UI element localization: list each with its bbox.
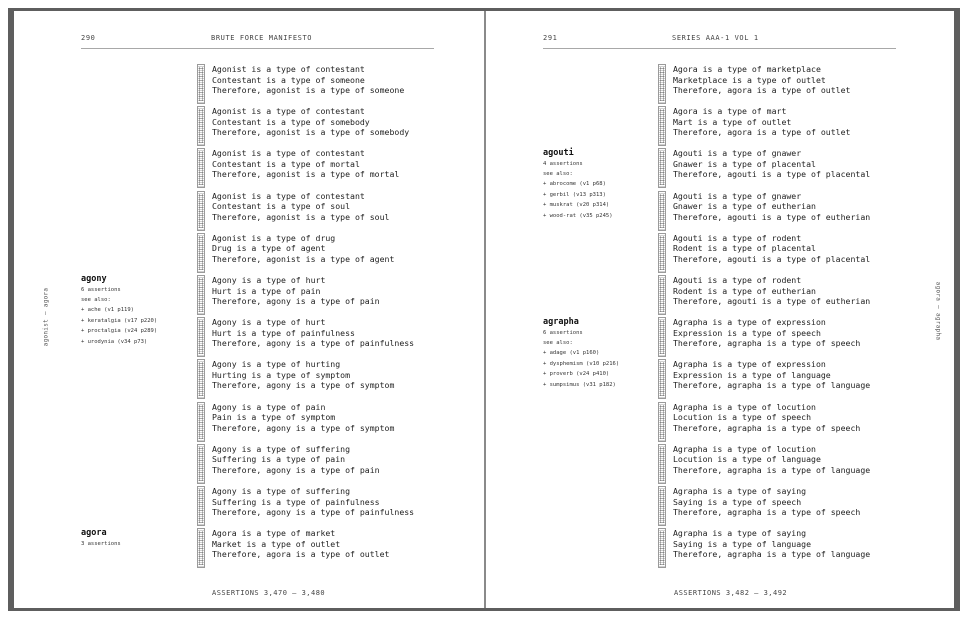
right-header (543, 34, 898, 46)
assertion-premise: Hurt is a type of pain (212, 285, 321, 296)
assertion-thumbnail-icon (658, 148, 666, 188)
left-header (81, 34, 436, 46)
assertion-block (658, 317, 954, 361)
assertion-thumbnail-icon (658, 402, 666, 442)
assertion-text (673, 275, 870, 307)
assertion-premise: Mart is a type of outlet (673, 116, 792, 127)
assertion-thumbnail-icon (658, 233, 666, 273)
assertion-block (197, 402, 484, 446)
see-also-ref: + dysphemism (v10 p216) (543, 360, 620, 367)
assertion-block (197, 106, 484, 150)
assertion-block (197, 317, 484, 361)
assertion-premise: Market is a type of outlet (212, 538, 341, 549)
assertion-premise: Contestant is a type of someone (212, 74, 365, 85)
assertion-thumbnail-icon (658, 317, 666, 357)
assertion-premise: Agouti is a type of rodent (673, 275, 802, 285)
assertion-premise: Hurting is a type of symptom (212, 369, 351, 380)
left-page (14, 11, 484, 608)
assertion-premise: Pain is a type of symptom (212, 412, 336, 423)
see-also-ref: + gerbil (v13 p313) (543, 191, 606, 198)
assertion-conclusion: Therefore, agouti is a type of eutherian (673, 296, 871, 306)
assertion-thumbnail-icon (658, 359, 666, 399)
assertion-premise: Agrapha is a type of saying (673, 486, 807, 496)
assertion-text (212, 64, 404, 96)
assertion-conclusion: Therefore, agora is a type of outlet (212, 549, 390, 560)
assertion-thumbnail-icon (197, 359, 205, 399)
assertion-block (197, 486, 484, 530)
assertion-premise: Gnawer is a type of placental (673, 158, 816, 169)
assertion-block (197, 359, 484, 403)
page-footer: ASSERTIONS 3,482 – 3,492 (674, 589, 788, 597)
page-footer: ASSERTIONS 3,470 – 3,480 (212, 589, 326, 597)
assertion-thumbnail-icon (658, 528, 666, 568)
assertion-thumbnail-icon (197, 402, 205, 442)
assertion-premise: Expression is a type of speech (673, 327, 821, 338)
assertion-block (658, 148, 954, 192)
assertion-block (197, 148, 484, 192)
assertion-thumbnail-icon (197, 317, 205, 357)
assertion-conclusion: Therefore, agora is a type of outlet (673, 127, 851, 138)
page-number: 290 (81, 34, 96, 42)
assertion-premise: Agonist is a type of contestant (212, 148, 365, 159)
assertion-block (658, 402, 954, 446)
assertion-conclusion: Therefore, agrapha is a type of speech (673, 507, 861, 517)
assertion-premise: Saying is a type of speech (673, 496, 802, 507)
assertion-block (658, 191, 954, 235)
assertion-conclusion: Therefore, agony is a type of pain (212, 464, 380, 475)
assertion-text (673, 317, 860, 349)
assertion-thumbnail-icon (658, 275, 666, 315)
assertion-text (212, 233, 394, 265)
assertion-premise: Rodent is a type of placental (673, 243, 816, 254)
assertion-text (212, 317, 414, 349)
entry-word: agony (81, 274, 107, 284)
assertion-premise: Agony is a type of suffering (212, 443, 351, 454)
assertion-conclusion: Therefore, agouti is a type of placental (673, 169, 871, 180)
see-also-ref: + keratalgia (v17 p220) (81, 317, 158, 324)
assertion-premise: Locution is a type of speech (673, 412, 812, 423)
assertion-premise: Agora is a type of market (212, 528, 336, 539)
entry-count: 4 assertions (543, 161, 583, 167)
header-rule (543, 48, 896, 49)
assertion-text (673, 233, 870, 265)
assertion-premise: Agrapha is a type of expression (673, 359, 826, 370)
assertion-conclusion: Therefore, agony is a type of symptom (212, 380, 395, 391)
side-label: agonist – agora (42, 287, 50, 347)
book-spread (8, 8, 960, 611)
assertion-thumbnail-icon (197, 233, 205, 273)
assertion-conclusion: Therefore, agony is a type of symptom (212, 422, 395, 433)
assertion-premise: Agrapha is a type of saying (673, 528, 807, 539)
running-title: BRUTE FORCE MANIFESTO (211, 34, 313, 42)
see-also-ref: + ache (v1 p119) (81, 307, 134, 313)
assertion-conclusion: Therefore, agrapha is a type of language (673, 380, 871, 391)
assertion-block (658, 106, 954, 150)
assertion-block (658, 486, 954, 530)
assertion-conclusion: Therefore, agouti is a type of eutherian (673, 211, 871, 222)
assertion-thumbnail-icon (197, 64, 205, 104)
assertion-premise: Contestant is a type of mortal (212, 158, 360, 169)
entry-word: agora (81, 528, 107, 538)
assertion-block (658, 275, 954, 319)
see-also-label: see also: (543, 340, 573, 346)
assertion-text (212, 106, 409, 138)
entry-word: agrapha (543, 317, 579, 327)
assertion-text (673, 528, 870, 560)
assertion-thumbnail-icon (197, 191, 205, 231)
page-number: 291 (543, 34, 558, 42)
assertion-conclusion: Therefore, agora is a type of outlet (673, 85, 851, 95)
assertion-block (658, 359, 954, 403)
assertion-block (658, 64, 954, 108)
assertion-premise: Agrapha is a type of locution (673, 443, 816, 454)
see-also-label: see also: (543, 171, 573, 177)
assertion-text (212, 148, 399, 180)
assertion-block (197, 64, 484, 108)
assertion-premise: Contestant is a type of soul (212, 201, 351, 212)
assertion-block (197, 444, 484, 488)
see-also-ref: + abrocome (v1 p68) (543, 181, 606, 187)
assertion-premise: Agony is a type of hurt (212, 275, 326, 285)
assertion-premise: Agonist is a type of contestant (212, 106, 365, 117)
assertion-block (658, 444, 954, 488)
assertion-text (212, 359, 394, 391)
assertion-premise: Agouti is a type of gnawer (673, 190, 802, 201)
see-also-ref: + sumpsimus (v31 p182) (543, 381, 616, 388)
assertion-premise: Marketplace is a type of outlet (673, 74, 826, 85)
assertion-premise: Agonist is a type of contestant (212, 64, 365, 74)
assertion-text (673, 148, 870, 180)
assertion-thumbnail-icon (197, 275, 205, 315)
see-also-ref: + proverb (v24 p410) (543, 371, 610, 377)
assertion-premise: Expression is a type of language (673, 369, 831, 380)
assertion-thumbnail-icon (658, 191, 666, 231)
assertion-premise: Rodent is a type of eutherian (673, 285, 816, 296)
assertion-premise: Agrapha is a type of locution (673, 401, 816, 412)
assertion-premise: Agora is a type of marketplace (673, 64, 821, 74)
header-rule (81, 48, 434, 49)
entry-word: agouti (543, 148, 574, 158)
assertion-thumbnail-icon (658, 444, 666, 484)
assertion-premise: Suffering is a type of painfulness (212, 496, 380, 507)
assertion-thumbnail-icon (658, 106, 666, 146)
assertion-conclusion: Therefore, agonist is a type of agent (212, 253, 395, 264)
assertion-block (197, 528, 484, 572)
assertion-text (673, 486, 860, 518)
assertion-premise: Agony is a type of pain (212, 401, 326, 412)
assertion-conclusion: Therefore, agony is a type of painfulness (212, 507, 415, 517)
assertion-conclusion: Therefore, agony is a type of painfulness (212, 338, 415, 349)
assertion-text (212, 486, 414, 518)
assertion-premise: Locution is a type of language (673, 454, 821, 465)
assertion-text (673, 64, 850, 96)
entry-count: 6 assertions (81, 287, 121, 293)
assertion-premise: Contestant is a type of somebody (212, 116, 370, 127)
assertion-text (212, 402, 394, 434)
assertion-premise: Agrapha is a type of expression (673, 317, 826, 328)
assertion-text (673, 402, 860, 434)
assertion-conclusion: Therefore, agonist is a type of mortal (212, 169, 400, 180)
assertion-conclusion: Therefore, agonist is a type of soul (212, 211, 390, 222)
assertion-premise: Agonist is a type of contestant (212, 190, 365, 201)
assertion-premise: Agony is a type of hurt (212, 317, 326, 328)
running-title: SERIES AAA-1 VOL 1 (672, 34, 759, 42)
see-also-ref: + muskrat (v20 p314) (543, 202, 610, 208)
assertion-conclusion: Therefore, agony is a type of pain (212, 296, 380, 306)
assertion-text (673, 191, 870, 223)
assertion-text (212, 275, 380, 307)
assertion-premise: Saying is a type of language (673, 538, 812, 549)
assertion-block (197, 275, 484, 319)
assertion-premise: Suffering is a type of pain (212, 454, 346, 465)
assertion-premise: Agouti is a type of gnawer (673, 148, 802, 159)
assertion-block (658, 233, 954, 277)
assertion-premise: Agony is a type of hurting (212, 359, 341, 370)
assertion-conclusion: Therefore, agonist is a type of somebody (212, 127, 410, 138)
assertion-conclusion: Therefore, agrapha is a type of language (673, 549, 871, 560)
side-label: agora – agrapha (934, 281, 942, 341)
assertion-thumbnail-icon (197, 444, 205, 484)
entry-count: 6 assertions (543, 330, 583, 336)
assertion-thumbnail-icon (658, 486, 666, 526)
assertion-premise: Drug is a type of agent (212, 243, 326, 254)
assertion-premise: Agonist is a type of drug (212, 232, 336, 243)
assertion-premise: Agony is a type of suffering (212, 486, 351, 496)
assertion-block (197, 191, 484, 235)
assertion-text (212, 444, 380, 476)
assertion-text (673, 359, 870, 391)
assertion-conclusion: Therefore, agrapha is a type of speech (673, 422, 861, 433)
assertion-premise: Hurt is a type of painfulness (212, 327, 355, 338)
see-also-ref: + proctalgia (v24 p289) (81, 328, 158, 334)
assertion-conclusion: Therefore, agouti is a type of placental (673, 253, 871, 264)
assertion-text (212, 191, 389, 223)
assertion-premise: Gnawer is a type of eutherian (673, 201, 816, 212)
assertion-text (673, 106, 850, 138)
entry-count: 3 assertions (81, 541, 121, 547)
see-also-label: see also: (81, 297, 111, 303)
assertion-block (197, 233, 484, 277)
assertion-premise: Agora is a type of mart (673, 106, 787, 117)
assertion-text (212, 528, 389, 560)
right-page (486, 11, 954, 608)
see-also-ref: + urodynia (v34 p73) (81, 338, 148, 345)
assertion-premise: Agouti is a type of rodent (673, 232, 802, 243)
assertion-conclusion: Therefore, agrapha is a type of speech (673, 338, 861, 349)
assertion-conclusion: Therefore, agrapha is a type of language (673, 464, 871, 475)
see-also-ref: + wood-rat (v35 p245) (543, 212, 613, 219)
assertion-thumbnail-icon (197, 148, 205, 188)
assertion-thumbnail-icon (197, 486, 205, 526)
assertion-conclusion: Therefore, agonist is a type of someone (212, 85, 405, 95)
assertion-thumbnail-icon (197, 528, 205, 568)
assertion-thumbnail-icon (197, 106, 205, 146)
assertion-thumbnail-icon (658, 64, 666, 104)
assertion-text (673, 444, 870, 476)
assertion-block (658, 528, 954, 572)
see-also-ref: + adage (v1 p160) (543, 350, 600, 356)
